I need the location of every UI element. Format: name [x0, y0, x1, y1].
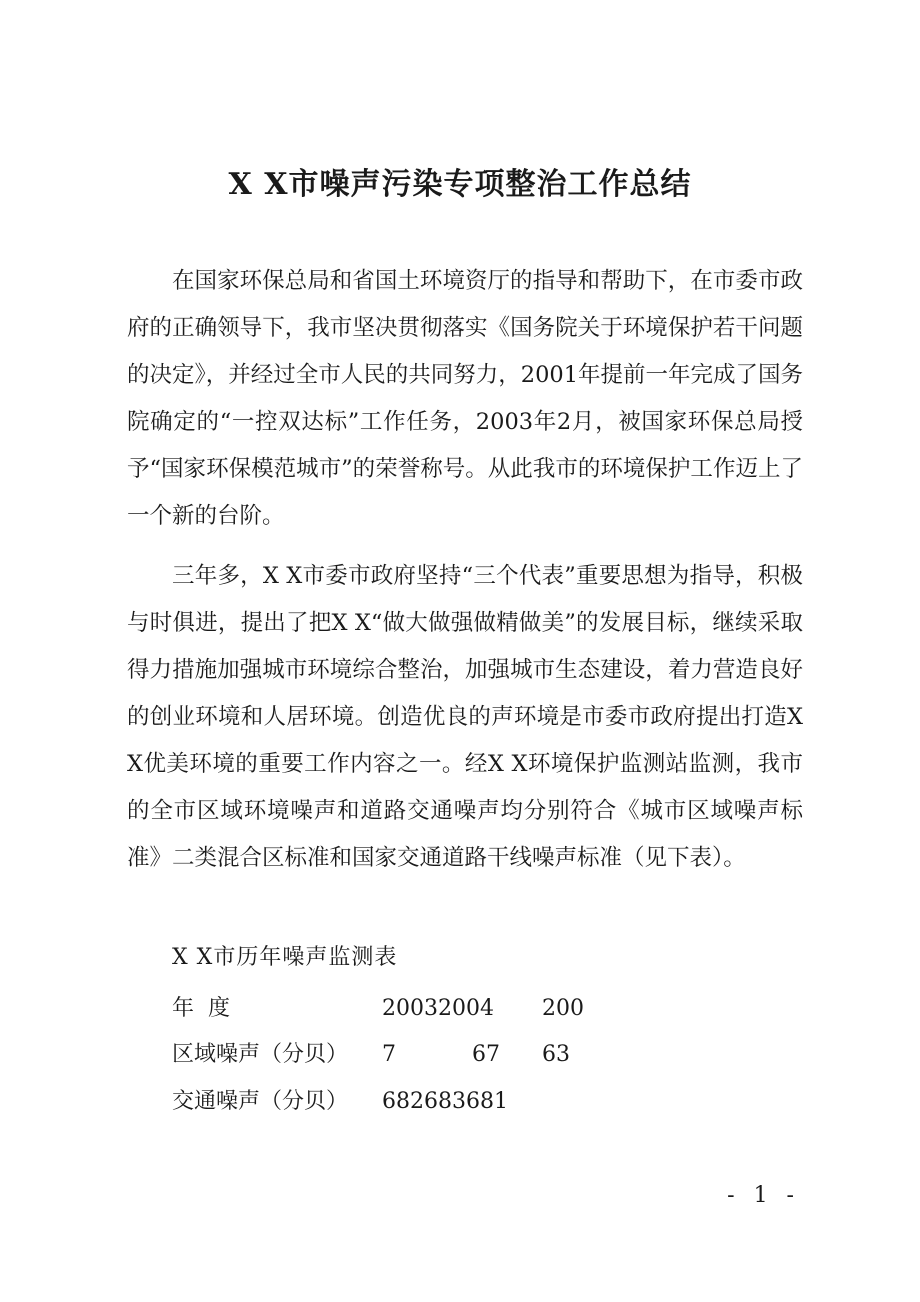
table-header-cell: 20032004 [382, 996, 494, 1021]
table-row-label: 交通噪声（分贝） [172, 1089, 349, 1114]
paragraph-2: 三年多，X X市委市政府坚持“三个代表”重要思想为指导，积极与时俱进，提出了把X X“做大做强做精做美”的发展目标，继续采取得力措施加强城市环境综合整治，加强城市生态建设，着力营造良好的创业环境和人居环境。创造优良的声环境是市委市政府提出打造X X优美环境的重要工作内容之一。经X X环境保护监测站监测，我市的全市区域环境噪声和道路交通噪声均分别符合《城市区域噪声标准》二类混合区标准和国家交通道路干线噪声标准（见下表）。 [127, 563, 803, 871]
table-cell: 63 [542, 1042, 570, 1067]
document-title: X X市噪声污染专项整治工作总结 [228, 167, 692, 202]
table-cell: 67 [472, 1042, 500, 1067]
table-row-label: 区域噪声（分贝） [172, 1042, 349, 1067]
table-cell: 7 [382, 1042, 396, 1067]
table-caption: X X市历年噪声监测表 [172, 945, 398, 970]
paragraph-1: 在国家环保总局和省国土环境资厅的指导和帮助下，在市委市政府的正确领导下，我市坚决贯彻落实《国务院关于环境保护若干问题的决定》，并经过全市人民的共同努力，2001年提前一年完成了国务院确定的“一控双达标”工作任务，2003年2月，被国家环保总局授予“国家环保模范城市”的荣誉称号。从此我市的环境保护工作迈上了一个新的台阶。 [127, 268, 804, 529]
table-header-cell: 200 [542, 996, 584, 1021]
page-number: - 1 - [727, 1183, 800, 1208]
table-header-label: 年 度 [172, 996, 230, 1021]
table-cell: 682683681 [382, 1089, 508, 1114]
